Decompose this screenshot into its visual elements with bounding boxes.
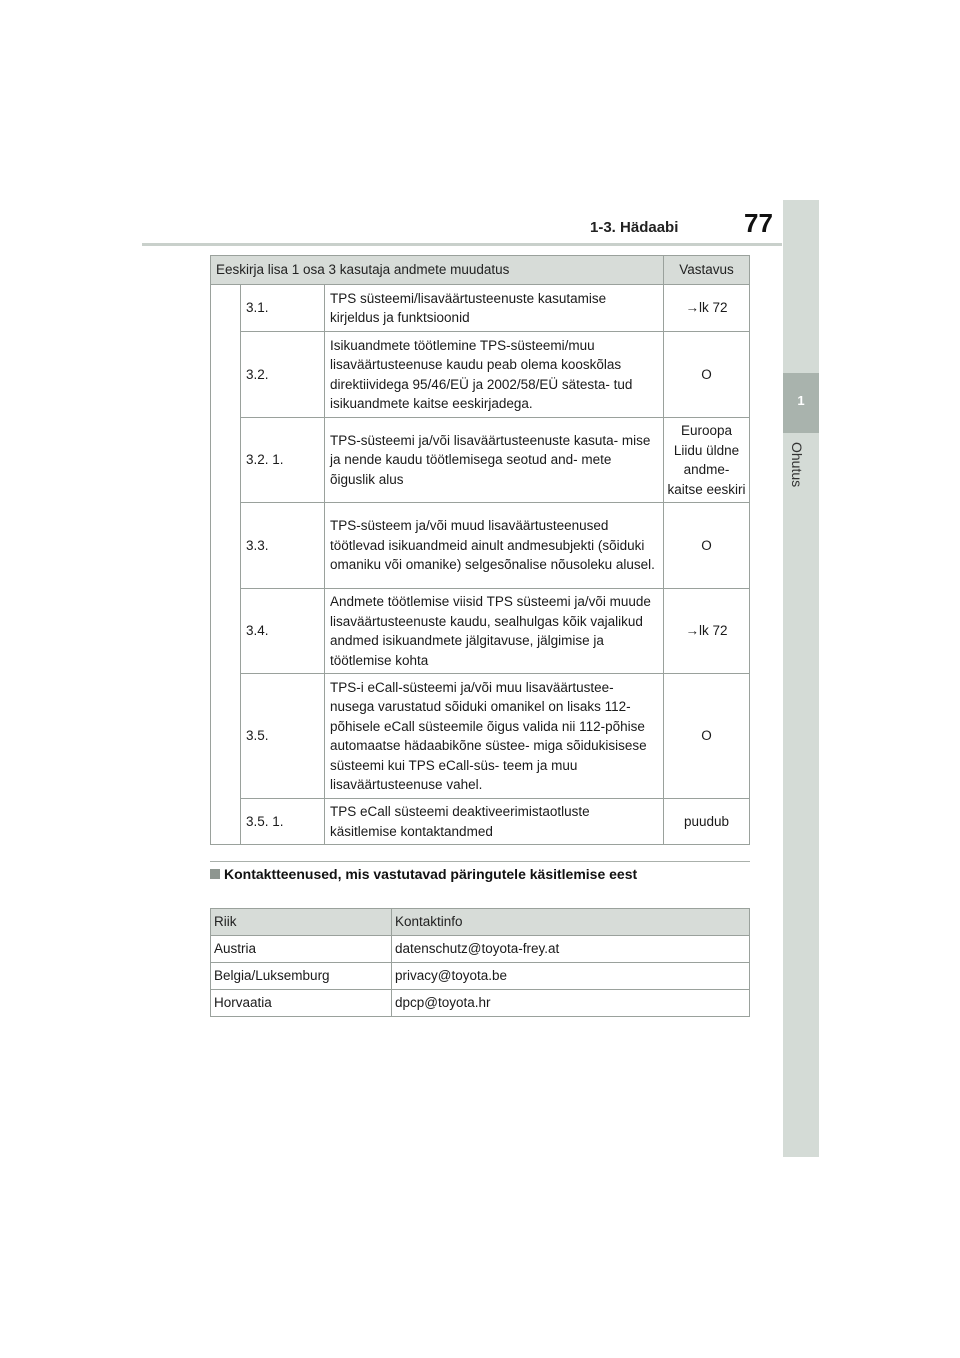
contact-section-title: Kontaktteenused, mis vastutavad päringutele käsitlemise eest: [224, 866, 638, 882]
row-result: puudub: [664, 799, 750, 845]
contact-table: [210, 908, 750, 1017]
table-row: [211, 285, 750, 332]
chapter-label: Ohutus: [789, 442, 805, 488]
header-country: Riik: [211, 909, 392, 936]
row-number: 3.3.: [241, 503, 325, 589]
table-row: [211, 589, 750, 674]
table-header-row: [211, 256, 750, 285]
header-requirement: Eeskirja lisa 1 osa 3 kasutaja andmete muudatus: [211, 256, 664, 285]
row-text: TPS-süsteemi ja/või lisaväärtusteenuste kasuta- mise ja nende kaudu töötlemisega seotud and- mete õiguslik alus: [325, 418, 664, 503]
square-bullet-icon: [210, 869, 220, 879]
regulation-table: [210, 255, 750, 845]
chapter-side-tab: [783, 200, 819, 1157]
header-compliance: Vastavus: [664, 256, 750, 285]
row-result: O: [664, 503, 750, 589]
row-result: →lk 72: [664, 285, 750, 332]
section-title: 1-3. Hädaabi: [590, 219, 679, 236]
row-number: 3.4.: [241, 589, 325, 674]
contact-email[interactable]: dpcp@toyota.hr: [392, 990, 750, 1017]
table-row: [211, 503, 750, 589]
row-number: 3.2. 1.: [241, 418, 325, 503]
row-number: 3.5.: [241, 674, 325, 799]
header-rule: [142, 243, 782, 246]
contact-email[interactable]: datenschutz@toyota-frey.at: [392, 936, 750, 963]
row-result: Euroopa Liidu üldne andme- kaitse eeskiri: [664, 418, 750, 503]
header-contact: Kontaktinfo: [392, 909, 750, 936]
table-row: [211, 674, 750, 799]
row-text: TPS eCall süsteemi deaktiveerimistaotluste käsitlemise kontaktandmed: [325, 799, 664, 845]
table-row: [211, 332, 750, 418]
row-number: 3.1.: [241, 285, 325, 332]
table-row: [211, 990, 750, 1017]
row-text: Andmete töötlemise viisid TPS süsteemi ja/või muude lisaväärtusteenuste kaudu, sealhulgas kõik vajalikud andmed isikuandmete jälgitavuse, jälgimise ja töötlemise kohta: [325, 589, 664, 674]
country-cell: Austria: [211, 936, 392, 963]
row-text: TPS-süsteem ja/või muud lisaväärtusteenused töötlevad isikuandmeid ainult andmesubjekti (sõiduki omaniku või omanike) selgesõnalise nõusoleku alusel.: [325, 503, 664, 589]
row-number: 3.2.: [241, 332, 325, 418]
indent-cell: [211, 285, 241, 845]
page-number: 77: [744, 208, 773, 238]
table-header-row: [211, 909, 750, 936]
row-text: TPS-i eCall-süsteemi ja/või muu lisaväärtustee- nusega varustatud sõiduki omanikel on lisaks 112-põhisele eCall süsteemile õigus valida nii 112-põhise automaatse hädaabikõne süstee- miga sõidukisisese süsteemi kui TPS eCall-süs- teem ja muu lisaväärtusteenuse vahel.: [325, 674, 664, 799]
row-result: →lk 72: [664, 589, 750, 674]
row-result: O: [664, 674, 750, 799]
chapter-number: 1: [797, 393, 805, 408]
row-number: 3.5. 1.: [241, 799, 325, 845]
contact-section-heading: [210, 866, 637, 882]
row-text: Isikuandmete töötlemine TPS-süsteemi/muu lisaväärtusteenuse kaudu peab olema kooskõlas direktiividega 95/46/EÜ ja 2002/58/EÜ sätesta- tud isikuandmete kaitse eeskirjadega.: [325, 332, 664, 418]
table-row: [211, 963, 750, 990]
table-row: [211, 418, 750, 503]
table-row: [211, 936, 750, 963]
country-cell: Horvaatia: [211, 990, 392, 1017]
subheading-rule: [210, 861, 750, 862]
row-result: O: [664, 332, 750, 418]
table-row: [211, 799, 750, 845]
row-text: TPS süsteemi/lisaväärtusteenuste kasutamise kirjeldus ja funktsioonid: [325, 285, 664, 332]
country-cell: Belgia/Luksemburg: [211, 963, 392, 990]
contact-email[interactable]: privacy@toyota.be: [392, 963, 750, 990]
